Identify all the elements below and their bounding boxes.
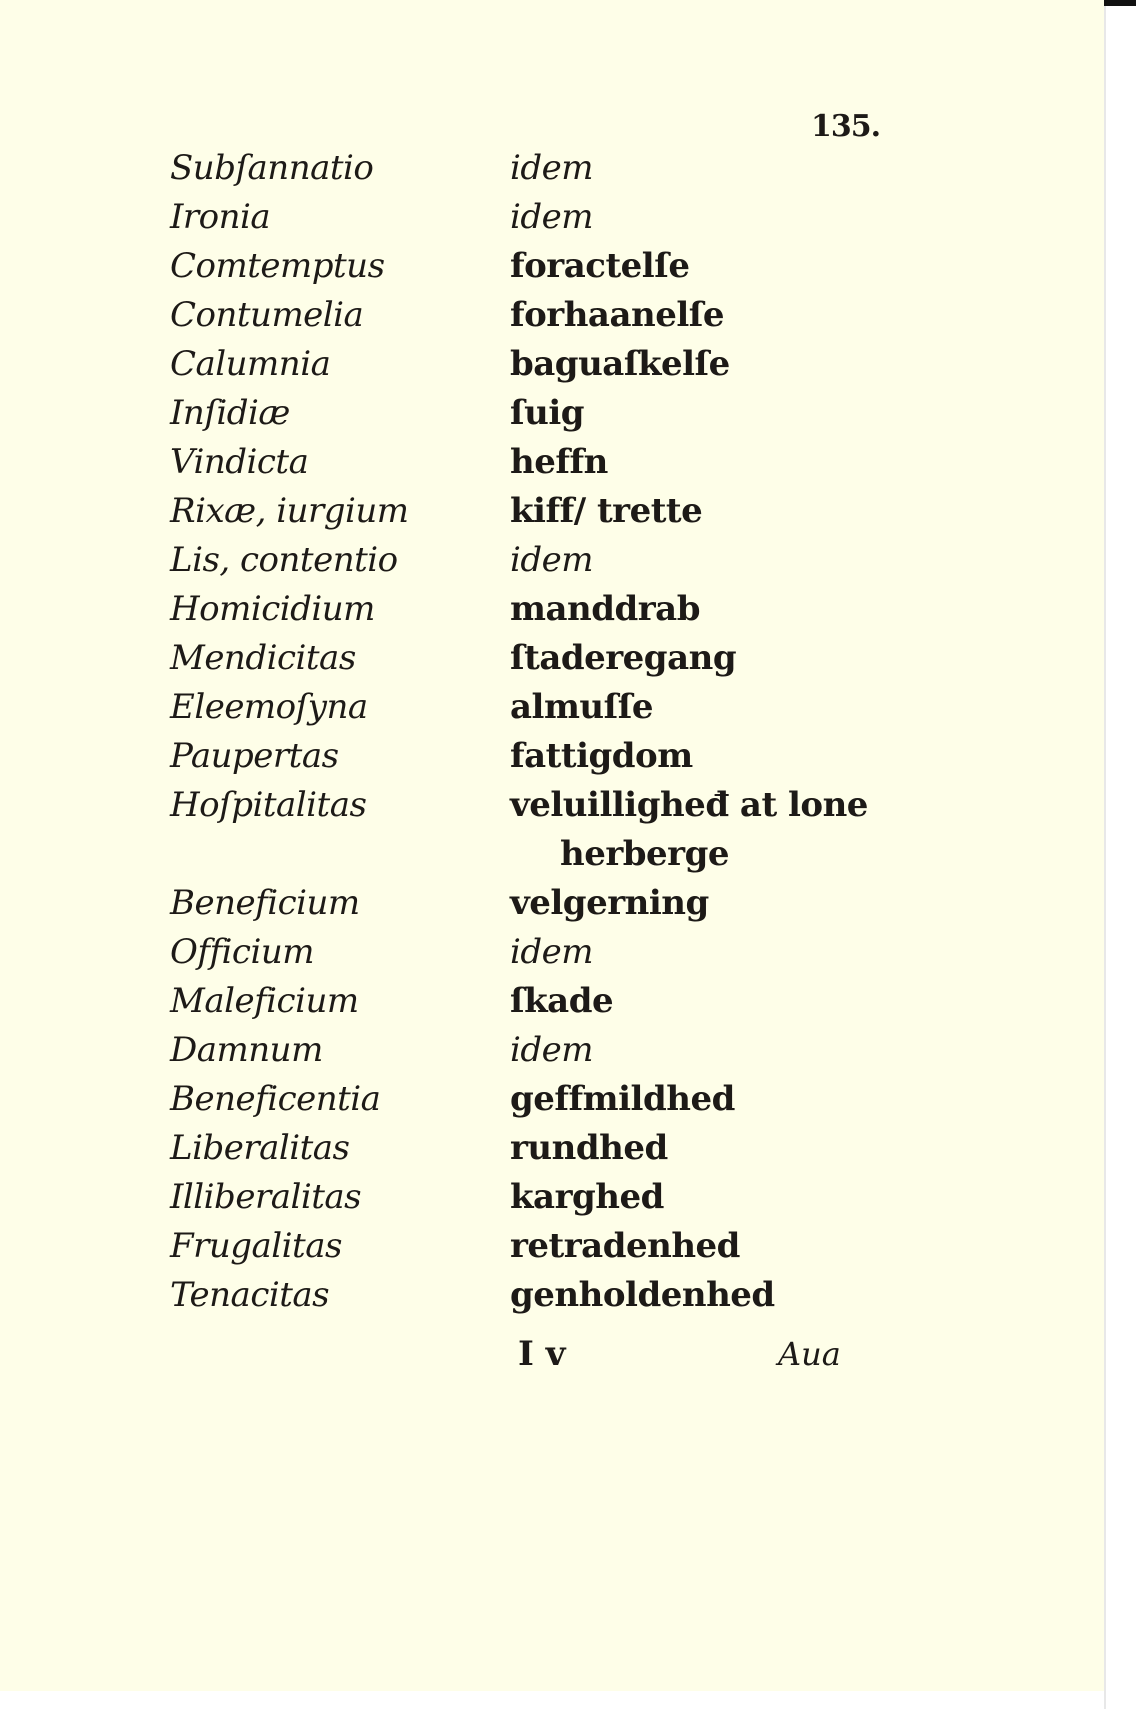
latin-term: Comtemptus (170, 246, 385, 286)
signature-mark: I v (518, 1334, 566, 1374)
glossary-entry (170, 879, 930, 928)
latin-term: Liberalitas (170, 1128, 350, 1168)
latin-term: Calumnia (170, 344, 331, 384)
glossary-entry (170, 1026, 930, 1075)
vernacular-term: idem (510, 197, 593, 237)
latin-term: Rixæ, iurgium (170, 491, 409, 531)
glossary-entry (170, 242, 930, 291)
glossary-entry (170, 389, 930, 438)
catchword: Aua (778, 1335, 841, 1373)
glossary-entry (170, 1173, 930, 1222)
vernacular-term: almuſſe (510, 687, 654, 727)
vernacular-term: foractelſe (510, 246, 690, 286)
scan-corner-mark (1104, 0, 1136, 6)
latin-term: Eleemoſyna (170, 687, 368, 727)
glossary-entry (170, 977, 930, 1026)
vernacular-term: heffn (510, 442, 608, 482)
vernacular-term: ſkade (510, 981, 614, 1021)
latin-term: Ironia (170, 197, 271, 237)
glossary-entry (170, 144, 930, 193)
latin-term: Subſannatio (170, 148, 374, 188)
glossary-entry (170, 1124, 930, 1173)
scan-right-edge (1104, 0, 1136, 1709)
glossary-entry (170, 193, 930, 242)
glossary-entry (170, 487, 930, 536)
latin-term: Vindicta (170, 442, 309, 482)
vernacular-term: ſuig (510, 393, 585, 433)
vernacular-term: manddrab (510, 589, 700, 629)
latin-term: Damnum (170, 1030, 323, 1070)
vernacular-term: geffmildhed (510, 1079, 735, 1119)
glossary-entry (170, 1222, 930, 1271)
vernacular-term: idem (510, 932, 593, 972)
scan-bottom-edge (0, 1691, 1104, 1709)
vernacular-term: veluilligheđ at lone (510, 785, 868, 825)
vernacular-term: idem (510, 540, 593, 580)
latin-term: Paupertas (170, 736, 339, 776)
vernacular-term: ſtaderegang (510, 638, 737, 678)
glossary-list (170, 144, 930, 1320)
vernacular-term: velgerning (510, 883, 709, 923)
latin-term: Officium (170, 932, 314, 972)
vernacular-term: forhaanelſe (510, 295, 725, 335)
latin-term: Frugalitas (170, 1226, 342, 1266)
latin-term: Beneficentia (170, 1079, 381, 1119)
glossary-entry (170, 536, 930, 585)
page-number: 135. (811, 109, 881, 144)
latin-term: Tenacitas (170, 1275, 330, 1315)
latin-term: Maleficium (170, 981, 359, 1021)
glossary-entry (170, 634, 930, 683)
glossary-entry (170, 1075, 930, 1124)
vernacular-term: idem (510, 148, 593, 188)
latin-term: Illiberalitas (170, 1177, 362, 1217)
latin-term: Mendicitas (170, 638, 356, 678)
vernacular-term: genholdenhed (510, 1275, 775, 1315)
vernacular-term: baguaſkelſe (510, 344, 730, 384)
latin-term: Beneficium (170, 883, 360, 923)
glossary-entry (170, 781, 930, 879)
latin-term: Lis, contentio (170, 540, 398, 580)
glossary-entry (170, 928, 930, 977)
glossary-entry (170, 1271, 930, 1320)
glossary-entry (170, 683, 930, 732)
vernacular-term: kiff/ trette (510, 491, 703, 531)
vernacular-term: karghed (510, 1177, 664, 1217)
latin-term: Hoſpitalitas (170, 785, 367, 825)
glossary-entry (170, 340, 930, 389)
glossary-entry (170, 585, 930, 634)
latin-term: Homicidium (170, 589, 375, 629)
latin-term: Inſidiæ (170, 393, 290, 433)
glossary-entry (170, 732, 930, 781)
vernacular-term: idem (510, 1030, 593, 1070)
vernacular-term: rundhed (510, 1128, 668, 1168)
vernacular-term: retradenhed (510, 1226, 740, 1266)
vernacular-continuation: herberge (560, 834, 729, 874)
glossary-entry (170, 438, 930, 487)
glossary-entry (170, 291, 930, 340)
latin-term: Contumelia (170, 295, 364, 335)
vernacular-term: fattigdom (510, 736, 693, 776)
